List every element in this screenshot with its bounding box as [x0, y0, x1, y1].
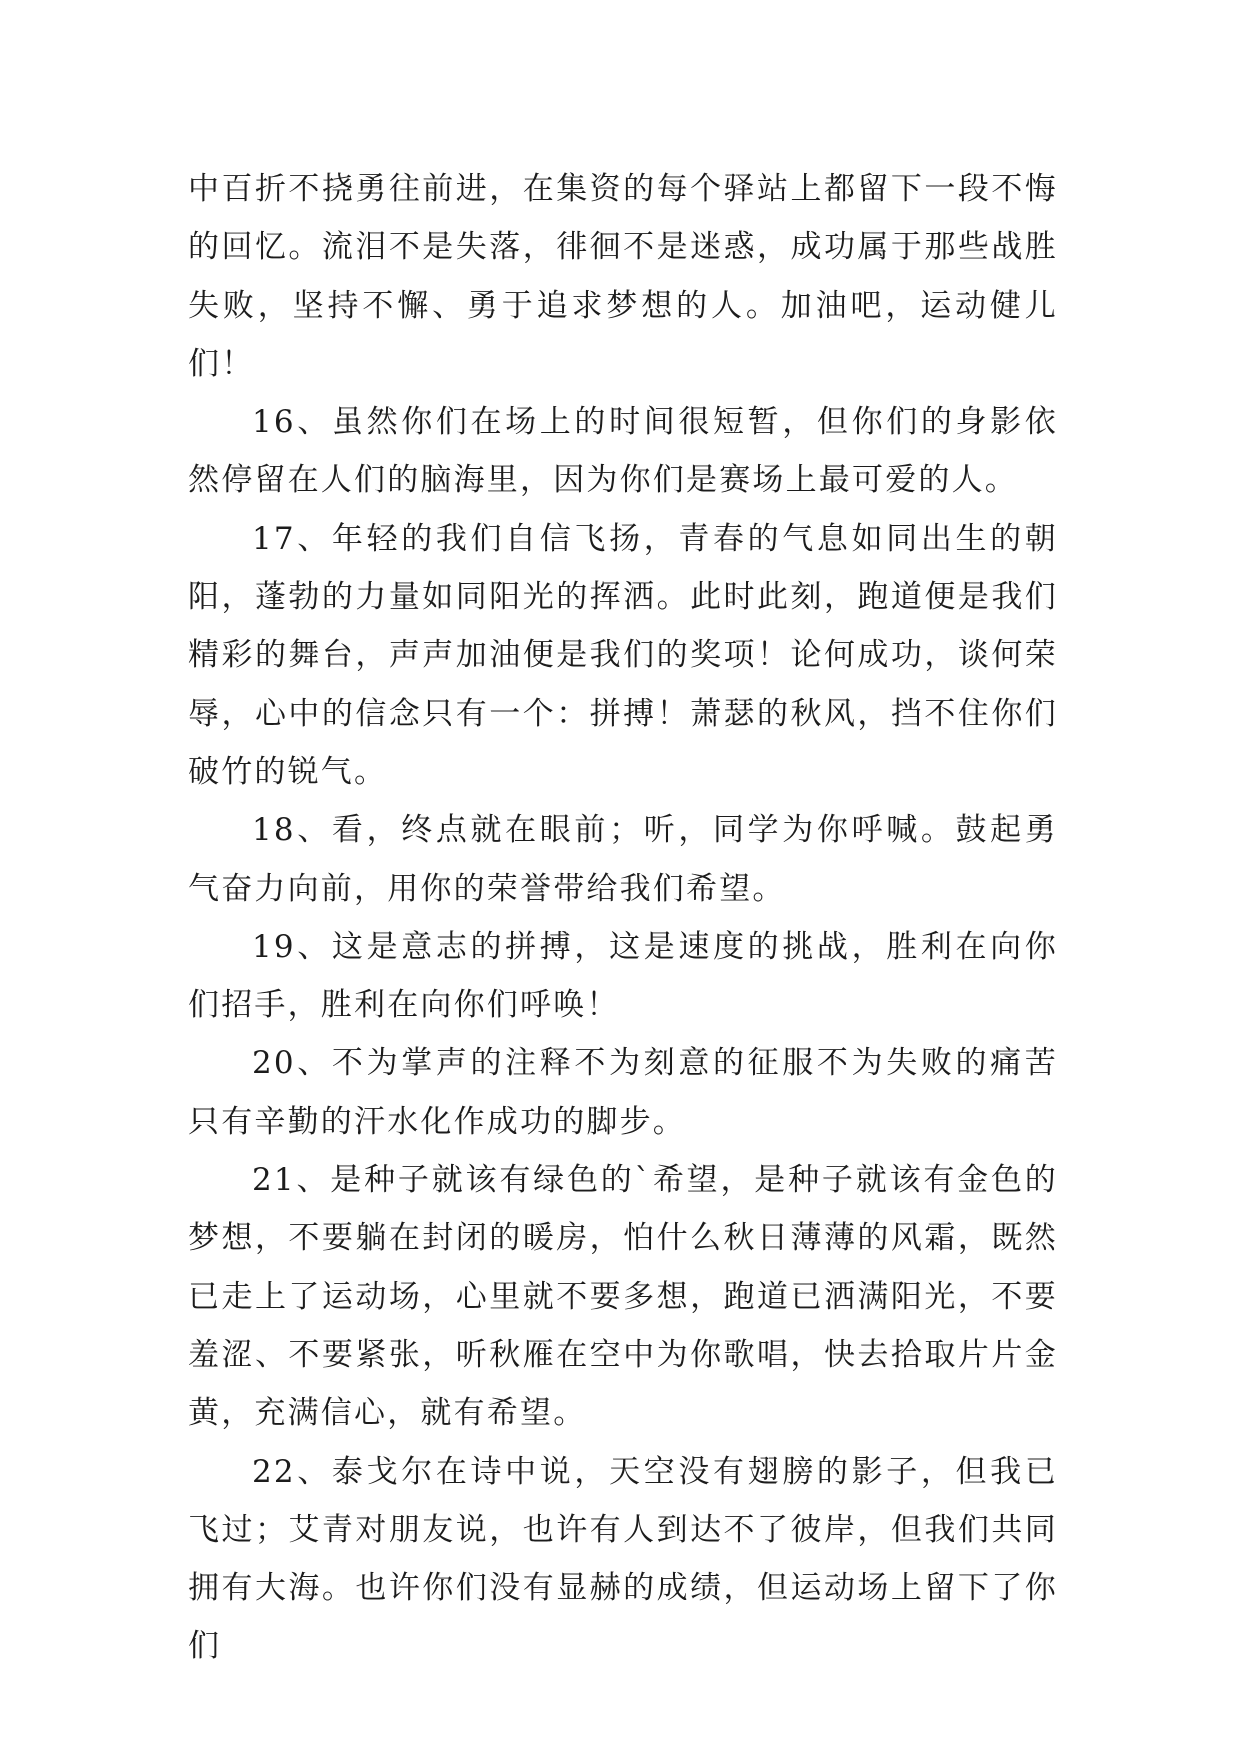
- paragraph-22: 22、泰戈尔在诗中说，天空没有翅膀的影子，但我已飞过；艾青对朋友说，也许有人到达不了彼岸，但我们共同拥有大海。也许你们没有显赫的成绩，但运动场上留下了你们: [188, 1453, 1058, 1665]
- document-body: [188, 160, 1058, 1676]
- paragraph-19: 19、这是意志的拼搏，这是速度的挑战，胜利在向你们招手，胜利在向你们呼唤！: [188, 928, 1058, 1024]
- paragraph-16: 16、虽然你们在场上的时间很短暂，但你们的身影依然停留在人们的脑海里，因为你们是赛场上最可爱的人。: [188, 404, 1058, 499]
- paragraph-17: 17、年轻的我们自信飞扬，青春的气息如同出生的朝阳，蓬勃的力量如同阳光的挥洒。此时此刻，跑道便是我们精彩的舞台，声声加油便是我们的奖项！论何成功，谈何荣辱，心中的信念只有一个：拼搏！萧瑟的秋风，挡不住你们破竹的锐气。: [188, 520, 1058, 790]
- paragraph-20: 20、不为掌声的注释不为刻意的征服不为失败的痛苦只有辛勤的汗水化作成功的脚步。: [188, 1045, 1058, 1140]
- paragraph-15-continued: 中百折不挠勇往前进，在集资的每个驿站上都留下一段不悔的回忆。流泪不是失落，徘徊不是迷惑，成功属于那些战胜失败，坚持不懈、勇于追求梦想的人。加油吧，运动健儿们！: [188, 171, 1058, 382]
- paragraph-21: 21、是种子就该有绿色的`希望，是种子就该有金色的梦想，不要躺在封闭的暖房，怕什么秋日薄薄的风霜，既然已走上了运动场，心里就不要多想，跑道已洒满阳光，不要羞涩、不要紧张，听秋雁在空中为你歌唱，快去拾取片片金黄，充满信心，就有希望。: [188, 1162, 1058, 1432]
- paragraph-18: 18、看，终点就在眼前；听，同学为你呼喊。鼓起勇气奋力向前，用你的荣誉带给我们希望。: [188, 812, 1058, 907]
